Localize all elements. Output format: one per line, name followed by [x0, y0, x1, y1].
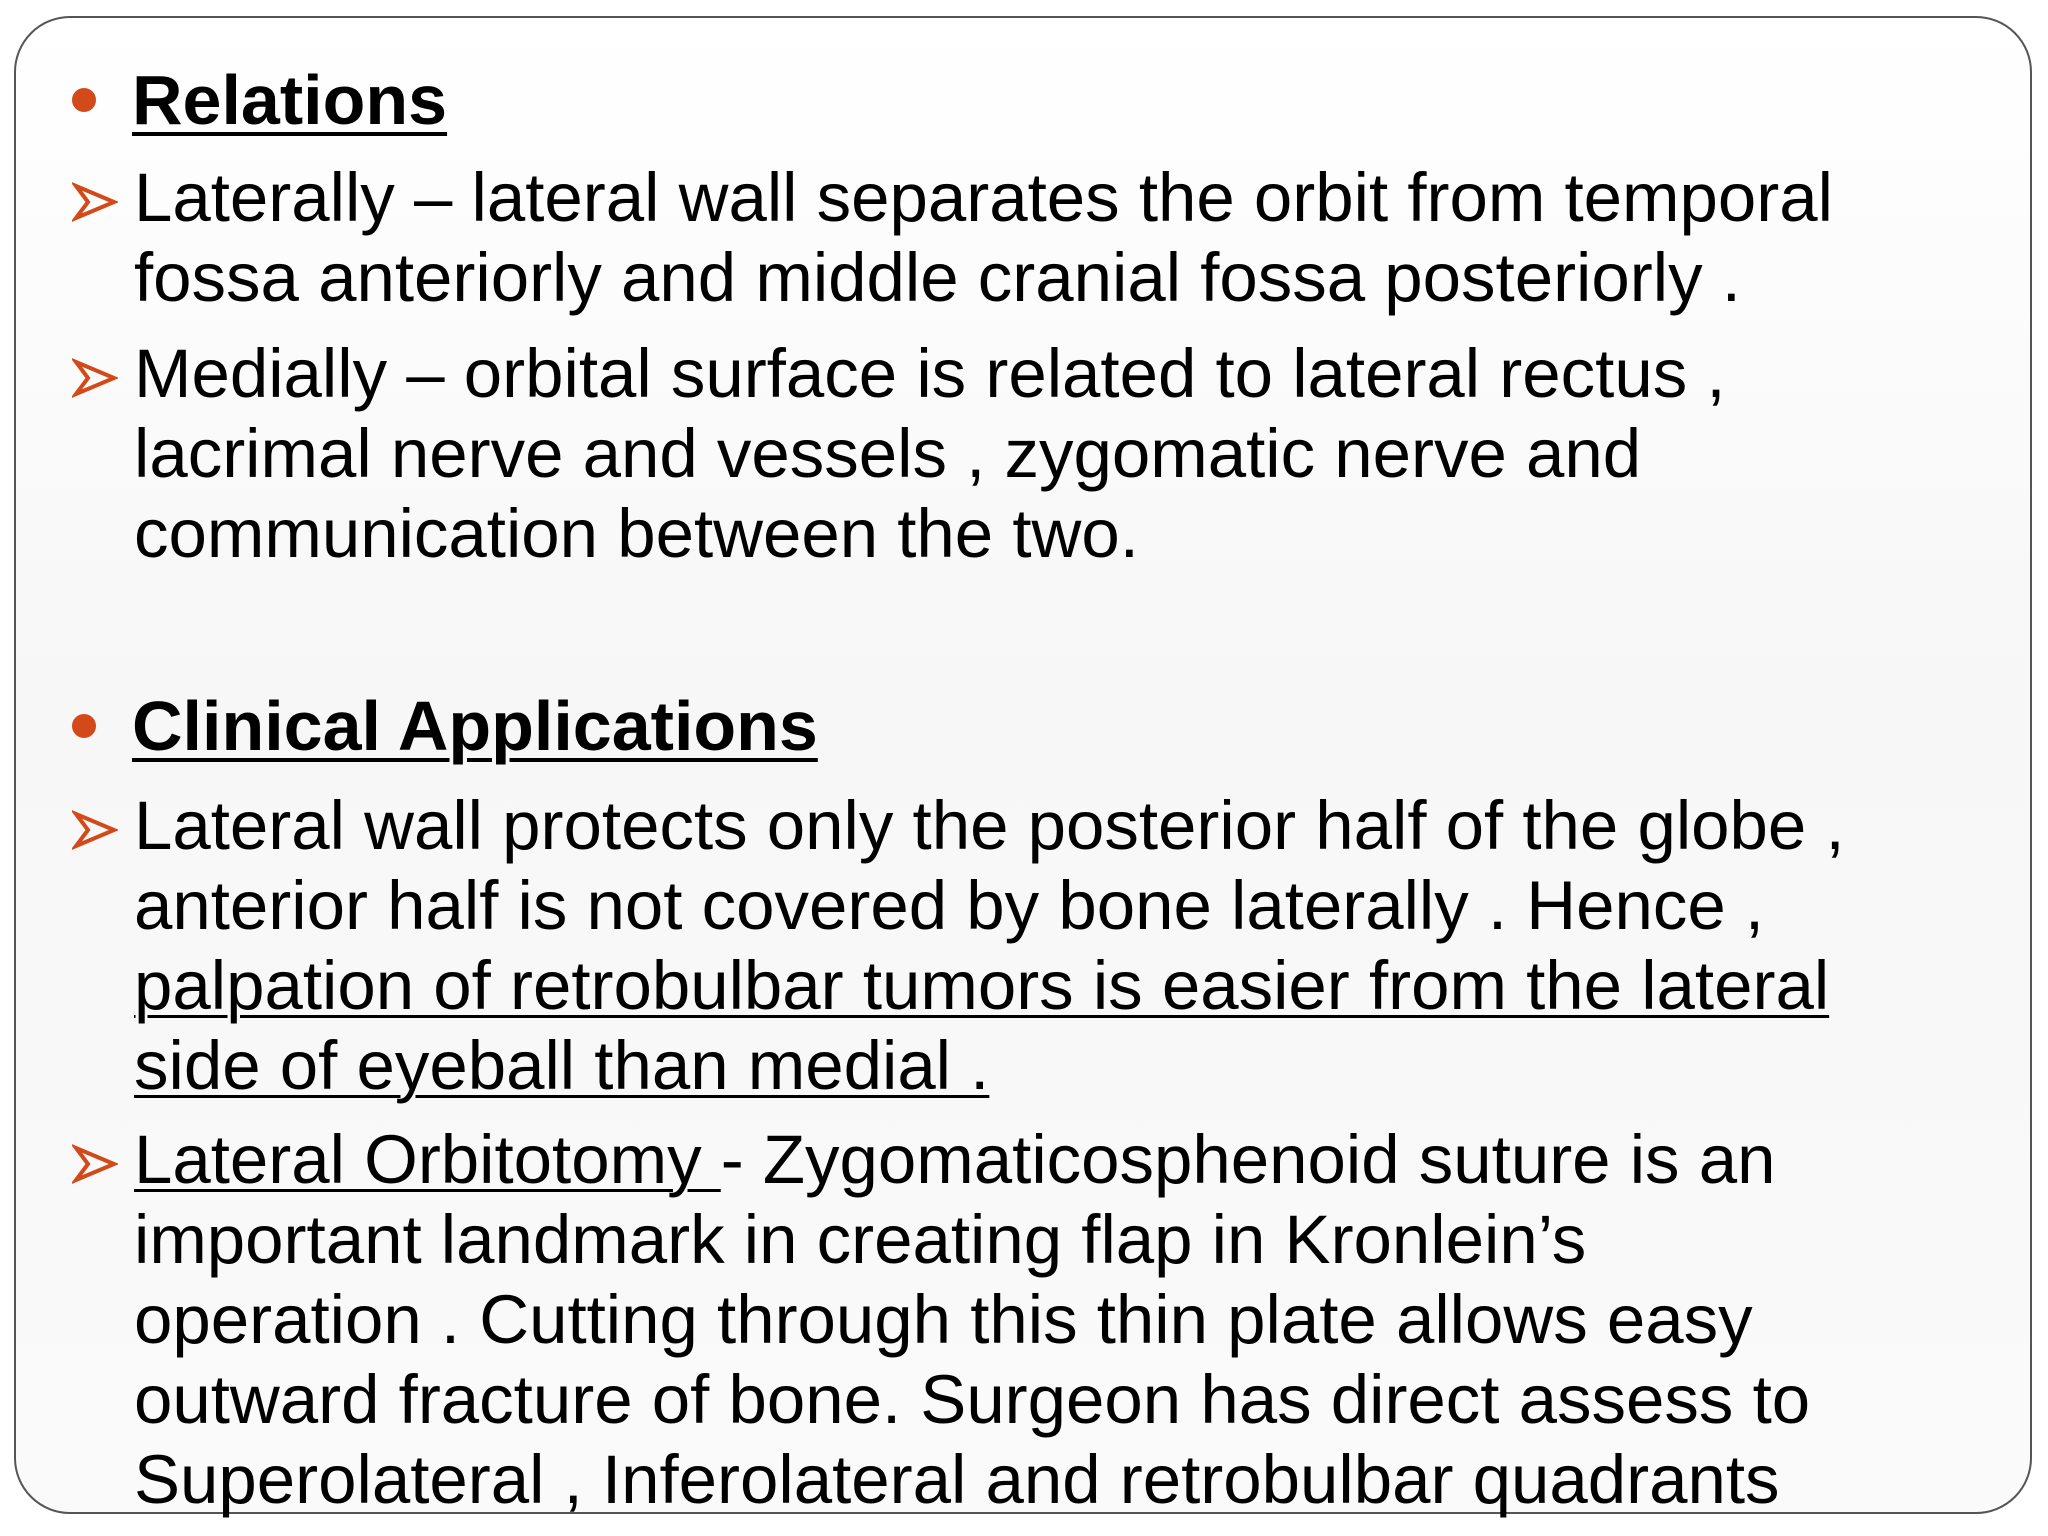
- item-line-rest: - Zygomaticosphenoid suture is an: [720, 1121, 1776, 1198]
- lateral-orbitotomy-term: Lateral Orbitotomy: [134, 1121, 721, 1198]
- arrowhead-icon: [72, 810, 118, 850]
- item-line: Superolateral , Inferolateral and retrobulbar quadrants: [134, 1441, 1780, 1518]
- heading-relations-text: Relations: [132, 61, 448, 139]
- bullet-dot-icon: [72, 714, 96, 738]
- item-line: operation . Cutting through this thin plate allows easy: [134, 1281, 1753, 1358]
- underlined-line: side of eyeball than medial .: [134, 1027, 990, 1104]
- item-line: lacrimal nerve and vessels , zygomatic nerve and: [134, 415, 1642, 492]
- list-item-lateral-wall: [72, 786, 2012, 1106]
- list-item-laterally: [72, 158, 2012, 318]
- bullet-dot-icon: [72, 88, 96, 112]
- item-line: important landmark in creating flap in Kronlein’s: [134, 1201, 1587, 1278]
- item-line: fossa anteriorly and middle cranial fossa posteriorly .: [134, 239, 1741, 316]
- arrowhead-icon: [72, 182, 118, 222]
- arrowhead-icon: [72, 358, 118, 398]
- item-line: Laterally – lateral wall separates the orbit from temporal: [134, 159, 1833, 236]
- item-line: Medially – orbital surface is related to lateral rectus ,: [134, 335, 1726, 412]
- item-line: Lateral wall protects only the posterior half of the globe ,: [134, 787, 1845, 864]
- heading-clinical-applications-text: Clinical Applications: [132, 687, 818, 765]
- item-line: communication between the two.: [134, 495, 1139, 572]
- section-heading-clinical-applications: [72, 686, 818, 766]
- arrowhead-icon: [72, 1144, 118, 1184]
- list-item-lateral-orbitotomy: [72, 1120, 2012, 1520]
- section-heading-relations: [72, 60, 447, 140]
- item-line: outward fracture of bone. Surgeon has direct assess to: [134, 1361, 1811, 1438]
- underlined-line: palpation of retrobulbar tumors is easier from the lateral: [134, 947, 1830, 1024]
- list-item-medially: [72, 334, 2012, 574]
- item-line: anterior half is not covered by bone laterally . Hence ,: [134, 867, 1765, 944]
